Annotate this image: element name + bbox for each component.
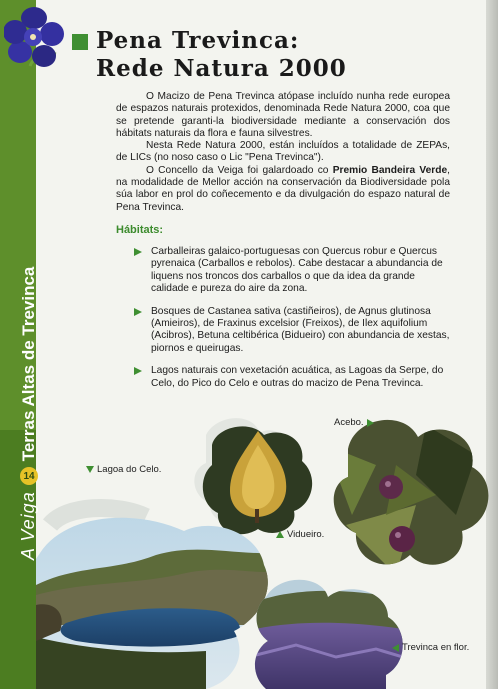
violet-flower-icon [4,6,64,78]
caption-trevinca [392,642,469,653]
caption-lagoa [86,464,161,475]
caption-lagoa-text: Lagoa do Celo. [97,464,162,475]
habitat-text: Carballeiras galaico-portuguesas con Quercus robur e Quercus pyrenaica (Carballos e rebolos). Cabe destacar a abundancia de liquens nos troncos dos carballos o que da idea da grande calidade e pureza do aire da zona. [151,246,443,295]
habitats-heading: Hábitats: [116,224,164,236]
caption-vidueiro-text: Vidueiro. [287,529,325,540]
heading-marker-icon [72,34,88,50]
page-number-badge: 14 [20,467,38,485]
caption-trevinca-text: Trevinca en flor. [402,642,470,653]
intro-text [116,91,450,214]
caption-pointer-icon [392,644,399,652]
title-line-2: Rede Natura 2000 [96,55,347,82]
caption-pointer-icon [367,419,374,427]
intro-paragraph-2: Nesta Rede Natura 2000, están incluídos a totalidade de ZEPAs, de LICs (no noso caso o Lic "Pena Trevinca"). [116,140,450,164]
intro-paragraph-3 [116,165,450,214]
intro-p3-after: , na modalidade de Mellor acción na conservación da Biodiversidade pola súa labor en prol do coñecemento e da divulgación do espazo natural de Pena Trevinca. [116,164,450,213]
habitat-text: Bosques de Castanea sativa (castiñeiros), de Agnus glutinosa (Amieiros), de Fraxinus excelsior (Freixos), de Ilex aquifolium (Acibros), Betuna celtibérica (Bidueiro) con abundancia de xestas, piornos e queirugas. [151,305,450,354]
caption-vidueiro [276,529,324,540]
award-name: Premio Bandeira Verde [332,164,448,176]
bullet-triangle-icon [134,248,142,256]
caption-acebo-text: Acebo. [334,417,364,428]
habitat-text: Lagos naturais con vexetación acuática, as Lagoas da Serpe, do Celo, do Pico do Celo e outras do macizo de Pena Trevinca. [151,365,444,389]
trevinca-photo [246,565,416,689]
acebo-photo [316,405,498,585]
bullet-triangle-icon [134,308,142,316]
sidebar-section-title: Terras Altas de Trevinca [18,266,38,462]
list-item [134,365,454,390]
caption-acebo [334,417,374,428]
caption-pointer-icon [276,531,284,538]
title-line-1: Pena Trevinca: [96,27,300,54]
page-title [96,27,347,83]
habitats-list [134,246,454,400]
sidebar-town: A Veiga [18,491,38,560]
vidueiro-photo [203,426,312,534]
list-item [134,246,454,296]
list-item [134,306,454,356]
intro-p3-before: O Concello da Veiga foi galardoado co [146,164,333,176]
intro-paragraph-1: O Macizo de Pena Trevinca atópase incluído nunha rede europea de espazos naturais protexidos, denominada Rede Natura 2000, coa que se pretende garanti-la biodiversidade mediante a conservación dos hábitats naturais da flora e fauna silvestres. [116,91,450,139]
caption-pointer-icon [86,466,94,473]
bullet-triangle-icon [134,367,142,375]
